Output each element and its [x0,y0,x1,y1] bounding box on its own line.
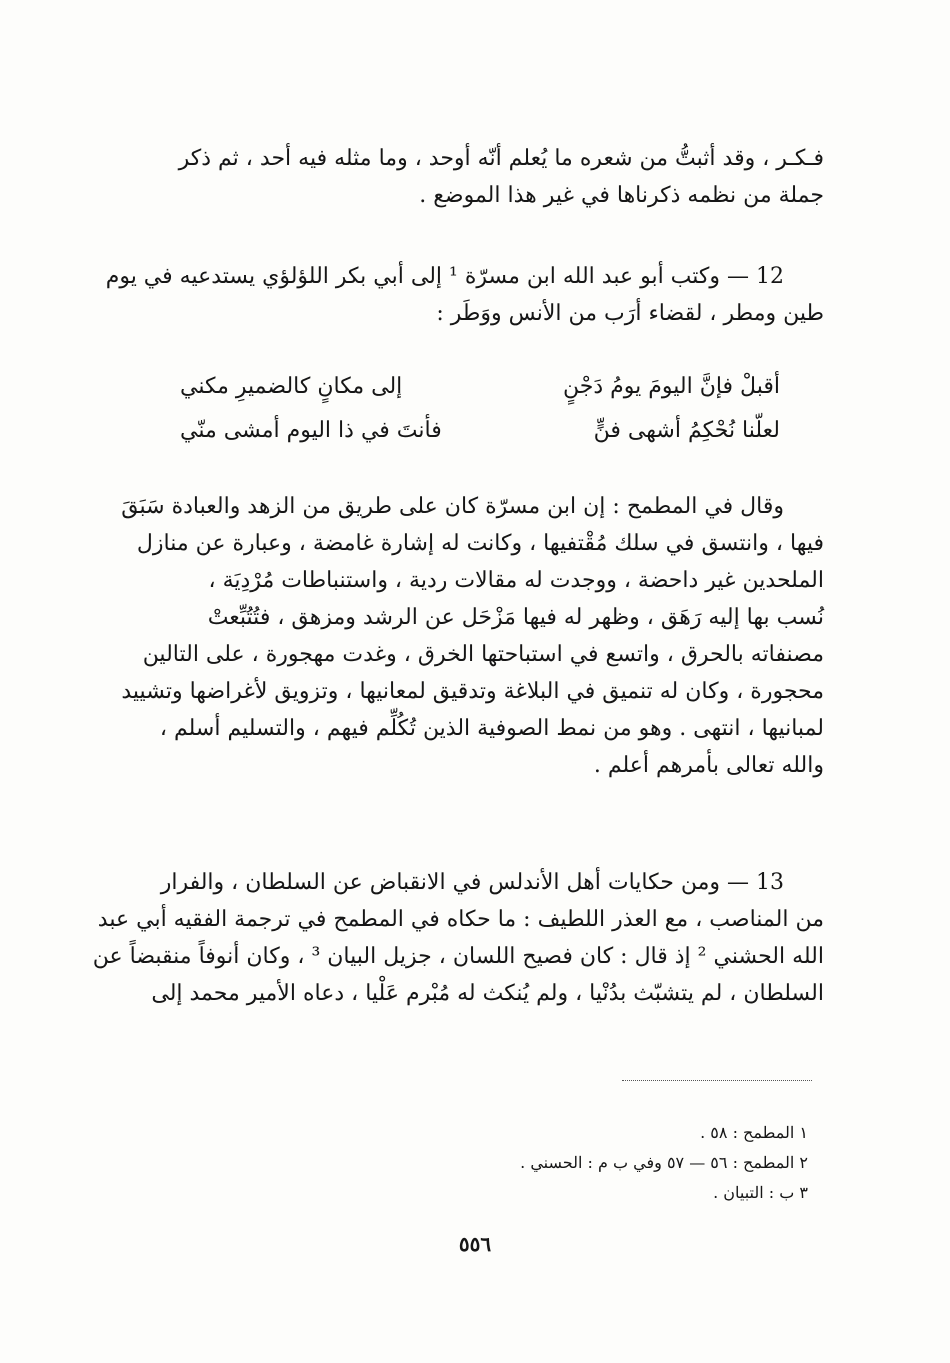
text-line: نُسب بها إليه رَهَق ، وظهر له فيها مَزْحَل عن الرشد ومزهق ، فتُتُبِّعتْ [207,605,824,630]
footnote-divider [622,1080,812,1081]
footnote: ١ المطمح : ٥٨ . [700,1123,808,1142]
text-line: السلطان ، لم يتشبّث بدُنْيا ، ولم يُنكث له مُبْرم عَلْيا ، دعاه الأمير محمد إلى [151,981,824,1006]
text-line: طين ومطر ، لقضاء أرَب من الأنس ووَطَر : [436,301,824,326]
paragraph-1 [118,140,824,214]
poem-first-hemistich: أقبلْ فإنَّ اليومَ يومُ دَجْنٍ [563,373,780,399]
text-line: 12 — وكتب أبو عبد الله ابن مسرّة ¹ إلى أبي بكر اللؤلؤي يستدعيه في يوم [105,264,784,289]
paragraph-mutmah [118,488,824,784]
text-line: الله الحشني ² إذ قال : كان فصيح اللسان ، جزيل البيان ³ ، وكان أنوفاً منقبضاً عن [92,944,824,969]
text-line: مصنفاته بالحرق ، واتسع في استباحتها الخرق ، وغدت مهجورة ، على التالين [142,642,824,667]
poem-verse [180,364,780,408]
text-line: محجورة ، وكان له تنميق في البلاغة وتدقيق لمعانيها ، وتزويق لأغراضها وتشييد [121,679,824,704]
poem-second-hemistich: إلى مكانٍ كالضميرِ مكني [180,373,403,399]
poem-first-hemistich: لعلّنا نُحْكِمُ أشهى فنٍّ [593,417,780,443]
footnotes [360,1118,808,1208]
paragraph-13 [92,864,824,1012]
text-line: والله تعالى بأمرهم أعلم . [593,753,824,778]
page-number: ٥٥٦ [458,1232,492,1256]
text-line: لمبانيها ، انتهى . وهو من نمط الصوفية الذين تُكُلِّم فيهم ، والتسليم أسلم ، [159,716,824,741]
text-line: 13 — ومن حكايات أهل الأندلس في الانقباض عن السلطان ، والفرار [160,870,784,895]
text-line: فيها ، وانتسق في سلك مُقْتفيها ، وكانت له إشارة غامضة ، وعبارة عن منازل [136,531,824,556]
footnote: ٢ المطمح : ٥٦ — ٥٧ وفي ب م : الحسني . [520,1153,808,1172]
paragraph-12 [105,258,824,332]
text-line: الملحدين غير داحضة ، ووجدت له مقالات ردية ، واستنباطات مُرْدِيَة ، [208,568,824,593]
text-line: فـكـر ، وقد أثبتُّ من شعره ما يُعلم أنّه أوحد ، وما مثله فيه أحد ، ثم ذكر [178,146,824,171]
poem-verse [180,408,780,452]
footnote: ٣ ب : التبيان . [713,1183,808,1202]
text-line: جملة من نظمه ذكرناها في غير هذا الموضع . [419,183,824,208]
text-line: من المناصب ، مع العذر اللطيف : ما حكاه في المطمح في ترجمة الفقيه أبي عبد [97,907,824,932]
poem [180,364,780,452]
text-line: وقال في المطمح : إن ابن مسرّة كان على طريق من الزهد والعبادة سَبَقَ [121,494,784,519]
poem-second-hemistich: فأنتَ في ذا اليوم أمشى منّي [180,417,442,443]
